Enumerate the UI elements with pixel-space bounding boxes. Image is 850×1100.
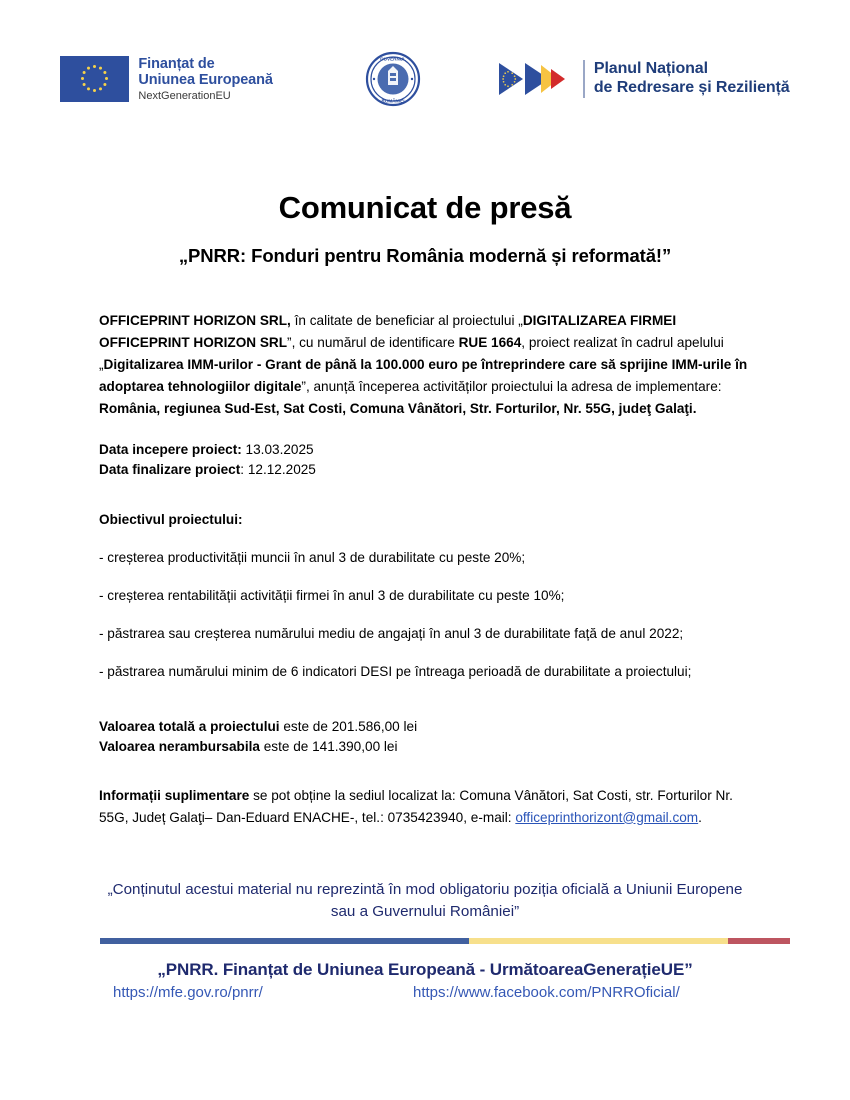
footer-title: „PNRR. Finanțat de Uniunea Europeană - UrmătoareaGenerațieUE” — [157, 960, 693, 979]
project-values — [99, 717, 754, 757]
eu-logo-line3: NextGenerationEU — [138, 90, 231, 103]
project-start-date-value: 13.03.2025 — [241, 442, 314, 458]
total-value-row — [99, 717, 754, 737]
intro-text-2: ”, cu numărul de identificare — [287, 335, 459, 351]
page-title: Comunicat de presă — [278, 190, 572, 225]
additional-information-text: se pot obține la sediul localizat la: Comuna Vânători, Sat Costi, str. Forturilor Nr. 55G, Județ Galaţi– Dan-Eduard ENACHE-, tel.: 0735423940, e-mail: — [99, 787, 733, 825]
additional-information-label: Informații suplimentare — [99, 787, 250, 803]
intro-text-4: ”, anunță începerea activităților proiectului la adresa de implementare: — [301, 379, 722, 395]
tricolor-yellow-segment — [469, 938, 728, 944]
svg-text:ROMÂNIEI: ROMÂNIEI — [381, 98, 405, 104]
rue-identifier: RUE 1664 — [458, 335, 522, 351]
additional-information — [99, 785, 754, 829]
footer-links — [113, 984, 753, 1001]
implementation-address: România, regiunea Sud-Est, Sat Costi, Comuna Vânători, Str. Forturilor, Nr. 55G, judeţ Galaţi. — [99, 401, 697, 417]
eu-flag-icon — [60, 56, 129, 102]
objective-item: - creșterea rentabilității activității firmei în anul 3 de durabilitate cu peste 10%; — [99, 588, 565, 604]
document-body — [99, 310, 754, 829]
intro-text-1: în calitate de beneficiar al proiectului „ — [290, 313, 523, 328]
mfe-website-link[interactable]: https://mfe.gov.ro/pnrr/ — [113, 984, 263, 1001]
objective-item: - păstrarea sau creșterea numărului mediu de angajați în anul 3 de durabilitate față de anul 2022; — [99, 626, 684, 642]
intro-paragraph — [99, 310, 754, 420]
beneficiary-name: OFFICEPRINT HORIZON SRL, — [99, 313, 291, 328]
grant-value-label: Valoarea nerambursabila — [99, 739, 260, 755]
tricolor-red-segment — [728, 938, 790, 944]
pnrr-logo — [497, 60, 790, 98]
project-dates — [99, 440, 754, 480]
call-name: Digitalizarea IMM-urilor - Grant de până la 100.000 euro pe întreprindere care să sprijine IMM-urile în adoptarea tehnologiilor digitale — [99, 357, 748, 395]
project-end-date-label: Data finalizare proiect — [99, 462, 241, 478]
objective-item: - creșterea productivității muncii în anul 3 de durabilitate cu peste 20%; — [99, 550, 526, 566]
project-end-date-row — [99, 460, 754, 480]
intro-text-3: , proiect realizat în cadrul apelului „ — [99, 335, 724, 373]
project-end-date-value: : 12.12.2025 — [240, 462, 316, 478]
eu-logo-line2: Uniunea Europeană — [138, 71, 273, 88]
objective-heading: Obiectivul proiectului: — [99, 512, 243, 528]
pnrr-logo-text — [583, 60, 790, 97]
project-name: DIGITALIZAREA FIRMEI OFFICEPRINT HORIZON SRL — [99, 313, 677, 351]
eu-logo-line1: Finanțat de — [138, 55, 215, 72]
additional-information-suffix: . — [698, 809, 702, 825]
disclaimer-text: „Conținutul acestui material nu reprezintă în mod obligatoriu poziția oficială a Uniunii Europene sau a Guvernului României” — [107, 881, 743, 920]
project-start-date-row — [99, 440, 754, 460]
project-start-date-label: Data incepere proiect: — [99, 442, 242, 458]
pnrr-logo-line1: Planul Național — [593, 60, 708, 78]
facebook-page-link[interactable]: https://www.facebook.com/PNRROficial/ — [413, 984, 680, 1001]
total-value-amount: este de 201.586,00 lei — [279, 719, 418, 735]
tricolor-divider — [100, 938, 790, 944]
objective-item: - păstrarea numărului minim de 6 indicatori DESI pe întreaga perioadă de durabilitate a proiectului; — [99, 664, 692, 680]
eu-funding-logo — [60, 56, 272, 103]
grant-value-row — [99, 737, 754, 757]
svg-text:GUVERNUL: GUVERNUL — [379, 56, 406, 62]
eu-stars-icon — [60, 56, 129, 102]
page-subtitle: „PNRR: Fonduri pentru România modernă și reformată!” — [178, 245, 672, 266]
total-value-label: Valoarea totală a proiectului — [99, 719, 280, 735]
logo-bar — [0, 44, 850, 114]
grant-value-amount: este de 141.390,00 lei — [259, 739, 398, 755]
tricolor-blue-segment — [100, 938, 469, 944]
pnrr-arrows-icon — [497, 60, 575, 98]
eu-logo-text — [138, 56, 272, 103]
email-link[interactable]: officeprinthorizont@gmail.com — [515, 809, 699, 825]
pnrr-logo-line2: de Redresare și Reziliență — [593, 79, 790, 96]
romanian-government-seal-icon — [365, 51, 421, 107]
